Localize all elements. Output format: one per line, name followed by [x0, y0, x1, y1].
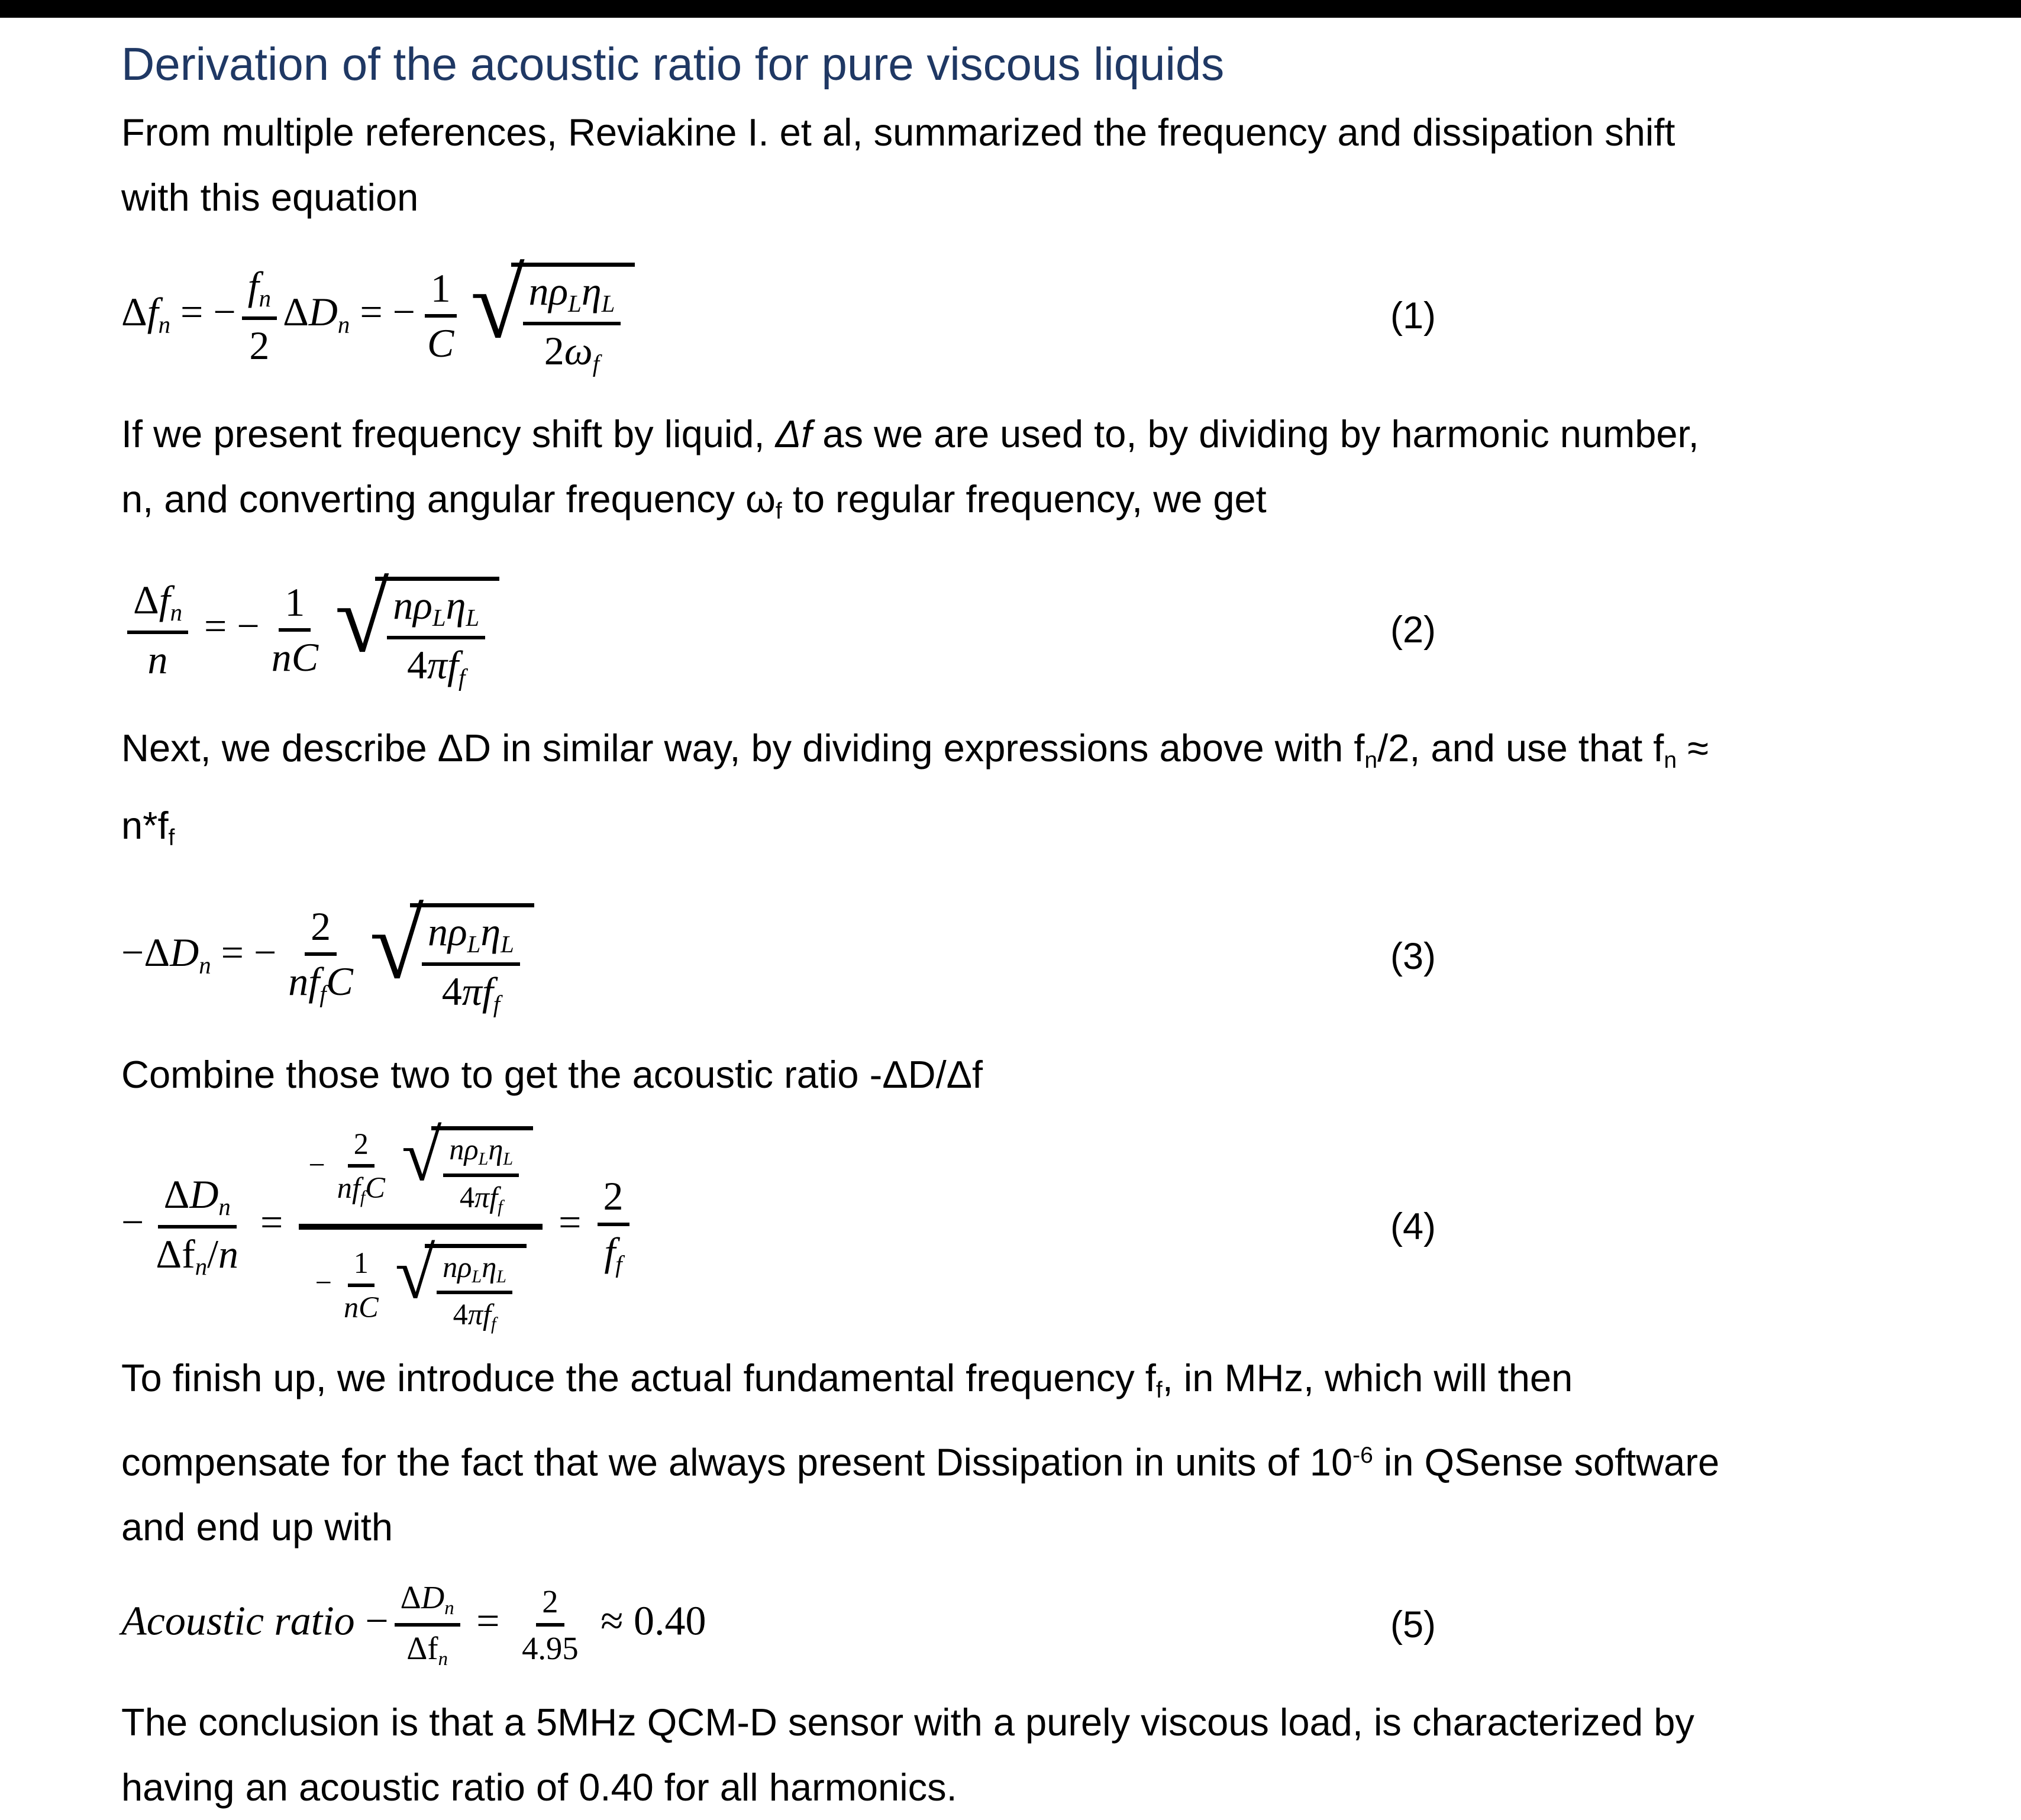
- paragraph-combine: Combine those two to get the acoustic ratio -ΔD/Δf: [121, 1053, 983, 1097]
- fraction: $\frac{2}{\text{nffC}}$: [337, 1127, 385, 1208]
- top-black-bar: [0, 0, 2021, 18]
- equation-5-math: Acoustic ratio − $\frac{\text{ΔDn}}{\text{Δfn}}$ = $\frac{2}{4.95}$ ≈ 0.40: [121, 1579, 706, 1670]
- radical-sign-icon: √: [470, 250, 525, 359]
- equation-3-number: (3): [1390, 936, 1436, 978]
- fraction: $\frac{\text{ΔDn}}{\text{Δfn/n}}$: [156, 1171, 239, 1280]
- fraction: $\frac{2}{\text{nffC}}$: [288, 903, 353, 1008]
- slide-content: [0, 18, 2021, 1820]
- radical: [369, 890, 534, 1017]
- equation-1-math: Δfn = − $\frac{fn}{2}$ ΔDn = − $\frac{1}{C}$ √ $\frac{\text{nρLηL}}{2\omega f}$: [121, 256, 635, 377]
- radical-sign-icon: √: [401, 1115, 442, 1197]
- radical-sign-icon: √: [335, 564, 389, 673]
- fraction: $\frac{2}{4.95}$: [522, 1583, 579, 1667]
- radical-sign-icon: √: [395, 1232, 435, 1314]
- paragraph-finish-up: To finish up, we introduce the actual fundamental frequency ff, in MHz, which will then compensate for the fact that we always present Dissipation in units of $10^{-6}$ in QSense software and end up with: [121, 1356, 1720, 1549]
- radical: [335, 564, 499, 691]
- fraction: $\frac{\text{Δfn}}{n}$: [127, 579, 188, 681]
- equation-4: [121, 1115, 1974, 1334]
- fraction: $\frac{\text{nρLηL}}{\text{4πff}}$: [422, 911, 520, 1017]
- fraction: $\frac{1}{nC}$: [343, 1246, 379, 1324]
- fraction: − $\frac{2}{\text{nffC}}$ √ $\frac{\text{nρLηL}}{\text{4πff}}$ − $\frac{1}{nC}$ √ $\frac{\text{nρLηL}}{\text{4πff}}$: [299, 1119, 543, 1334]
- equation-1-number: (1): [1390, 295, 1436, 337]
- equation-3-math: −ΔDn = − $\frac{2}{\text{nffC}}$ √ $\frac{\text{nρLηL}}{\text{4πff}}$: [121, 896, 534, 1017]
- equation-2-number: (2): [1390, 609, 1436, 651]
- equation-5: [121, 1572, 1974, 1678]
- equation-1: [121, 242, 1974, 390]
- radical: [395, 1232, 527, 1334]
- equation-5-number: (5): [1390, 1604, 1436, 1646]
- equation-2-math: $\frac{\text{Δfn}}{n}$ = − $\frac{1}{nC}$ √ $\frac{\text{nρLηL}}{\text{4πff}}$: [121, 570, 499, 691]
- paragraph-dissipation: Next, we describe ΔD in similar way, by dividing expressions above with fn/2, and use that fn ≈ n*ff: [121, 726, 1709, 851]
- fraction: $\frac{1}{nC}$: [271, 579, 319, 680]
- equation-2: [121, 556, 1974, 704]
- fraction: $\frac{fn}{2}$: [242, 265, 277, 367]
- radical: [470, 250, 635, 377]
- fraction: $\frac{\text{nρLηL}}{\text{4πff}}$: [437, 1252, 512, 1334]
- fraction: $\frac{\text{nρLηL}}{2\omega f}$: [523, 270, 621, 377]
- radical-sign-icon: √: [369, 890, 424, 1000]
- fraction: $\frac{\text{nρLηL}}{\text{4πff}}$: [443, 1134, 519, 1216]
- equation-4-math: − $\frac{\text{ΔDn}}{\text{Δfn/n}}$ = − $\frac{2}{\text{nffC}}$ √ $\frac{\text{nρLηL}}{\text{4πff}}$ − $\frac{1}{nC}$ √ $\frac{\text{nρLηL}}{\text{4πff}}$ = $\frac{2}{ff}$: [121, 1119, 635, 1334]
- paragraph-frequency-shift: If we present frequency shift by liquid, Δf as we are used to, by dividing by harmonic number, n, and converting angular frequency ωf to regular frequency, we get: [121, 412, 1699, 525]
- paragraph-conclusion: The conclusion is that a 5MHz QCM-D sensor with a purely viscous load, is characterized by having an acoustic ratio of 0.40 for all harmonics.: [121, 1701, 1694, 1809]
- radical: [401, 1115, 533, 1217]
- fraction: $\frac{\text{ΔDn}}{\text{Δfn}}$: [395, 1580, 460, 1669]
- page-title: Derivation of the acoustic ratio for pure viscous liquids: [121, 38, 1225, 90]
- equation-4-number: (4): [1390, 1205, 1436, 1247]
- paragraph-intro: From multiple references, Reviakine I. et al, summarized the frequency and dissipation shift with this equation: [121, 111, 1675, 219]
- fraction: $\frac{1}{C}$: [421, 267, 460, 365]
- equation-3: [121, 882, 1974, 1030]
- fraction: $\frac{\text{nρLηL}}{\text{4πff}}$: [387, 584, 485, 691]
- fraction: $\frac{2}{ff}$: [598, 1175, 629, 1277]
